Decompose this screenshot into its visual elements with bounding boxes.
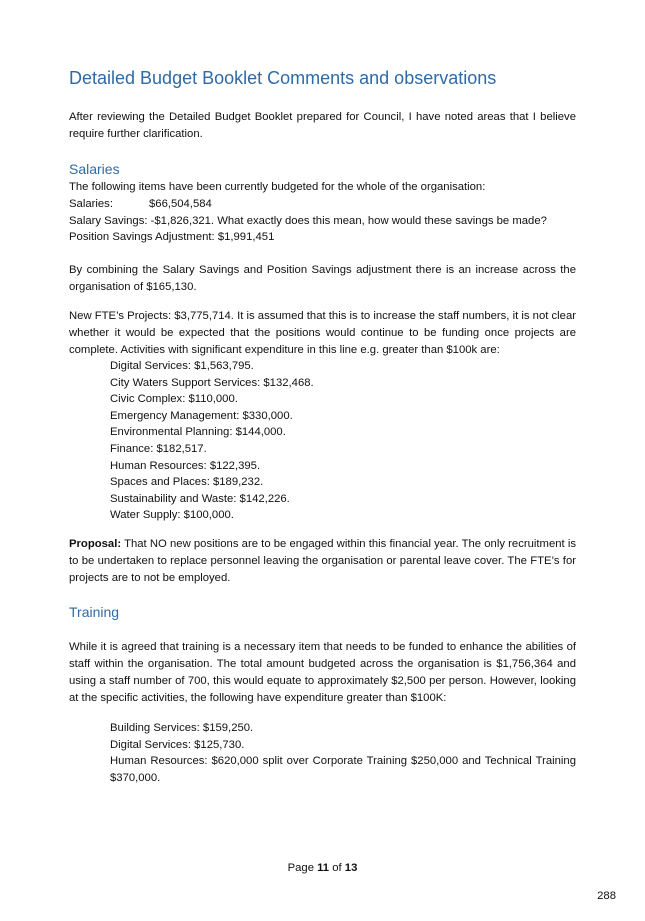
list-item: Emergency Management: $330,000.: [110, 409, 293, 422]
proposal-text: That NO new positions are to be engaged within this financial year. The only recruitment is to be undertaken to replace personnel leaving the organisation or parental leave cover. The FTE’s for projects are to not be employed.: [69, 538, 576, 584]
list-item: Sustainability and Waste: $142,226.: [110, 492, 290, 505]
salaries-row: [69, 196, 212, 213]
salaries-activity-list: [110, 358, 576, 524]
intro-paragraph: After reviewing the Detailed Budget Booklet prepared for Council, I have noted areas that I believe require further clarification.: [69, 111, 576, 140]
fte-paragraph: New FTE’s Projects: $3,775,714. It is assumed that this is to increase the staff numbers, it is not clear whether it would be expected that the positions would continue to be funding once projects are complete. Activities with significant expenditure in this line e.g. greater than $100k are:: [69, 310, 576, 356]
list-item: Digital Services: $1,563,795.: [110, 360, 254, 372]
list-item: Civic Complex: $110,000.: [110, 393, 238, 406]
combined-paragraph: By combining the Salary Savings and Position Savings adjustment there is an increase across the organisation of $165,130.: [69, 264, 576, 293]
salary-savings-line: Salary Savings: -$1,826,321. What exactly does this mean, how would these savings be made?: [69, 215, 547, 227]
list-item: Digital Services: $125,730.: [110, 738, 245, 751]
page-number: 288: [597, 890, 616, 902]
training-paragraph: While it is agreed that training is a necessary item that needs to be funded to enhance the abilities of staff within the organisation. The total amount budgeted across the organisation is $1,756,364 and using a staff number of 700, this would equate to approximately $2,500 per person. However, looking at the specific activities, the following have expenditure greater than $100K:: [69, 641, 576, 704]
list-item: Human Resources: $122,395.: [110, 459, 261, 472]
footer-total-pages: 13: [344, 862, 358, 874]
list-item: Human Resources: $620,000 split over Corporate Training $250,000 and Technical Training $370,000.: [110, 755, 576, 784]
training-activity-list: [110, 720, 576, 786]
salaries-label: Salaries:: [69, 198, 113, 210]
footer-of-word: of: [329, 862, 345, 874]
list-item: Water Supply: $100,000.: [110, 509, 234, 522]
proposal-label: Proposal:: [69, 538, 122, 550]
footer-current-page: 11: [317, 862, 330, 874]
list-item: City Waters Support Services: $132,468.: [110, 376, 314, 389]
list-item: Finance: $182,517.: [110, 442, 207, 455]
training-heading: Training: [69, 604, 120, 620]
page-footer: [0, 862, 645, 874]
salaries-value: $66,504,584: [149, 198, 212, 210]
salaries-lead: The following items have been currently budgeted for the whole of the organisation:: [69, 181, 486, 193]
footer-page-word: Page: [287, 862, 318, 874]
salaries-heading: Salaries: [69, 161, 120, 177]
list-item: Spaces and Places: $189,232.: [110, 476, 264, 489]
position-adjustment-line: Position Savings Adjustment: $1,991,451: [69, 231, 275, 243]
page-title: Detailed Budget Booklet Comments and observations: [69, 68, 497, 88]
list-item: Environmental Planning: $144,000.: [110, 426, 286, 439]
list-item: Building Services: $159,250.: [110, 722, 254, 734]
proposal-paragraph: [69, 536, 576, 587]
